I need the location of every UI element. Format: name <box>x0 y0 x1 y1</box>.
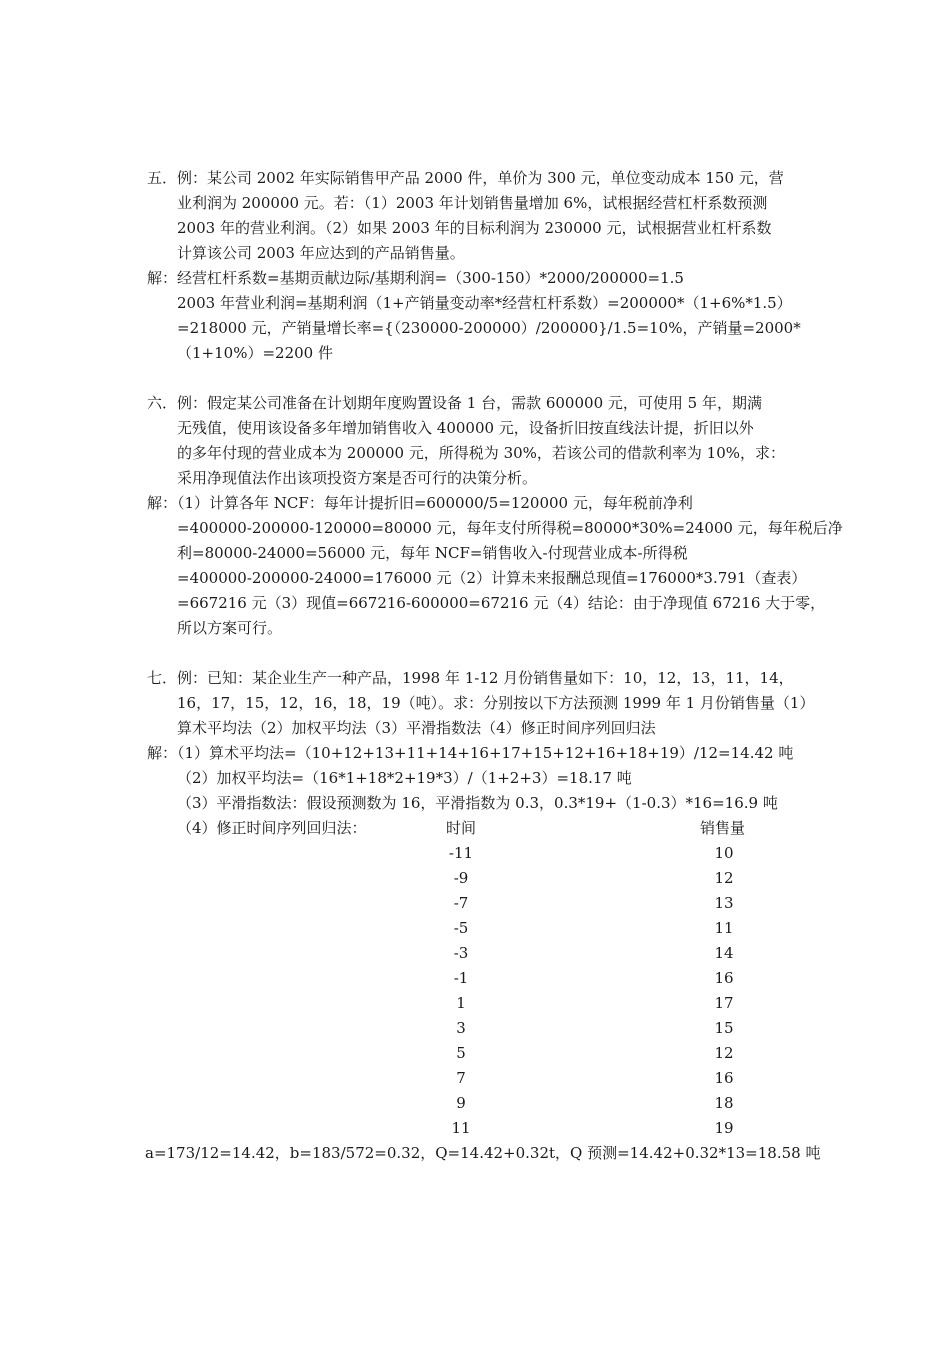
table-cell-sales: 18 <box>714 1094 734 1112</box>
table-cell-time: 5 <box>456 1044 466 1062</box>
table-cell-sales: 16 <box>714 969 734 987</box>
paragraph-line: 的多年付现的营业成本为 200000 元，所得税为 30%，若该公司的借款利率为 10%，求： <box>177 444 786 462</box>
paragraph-line: （3）平滑指数法：假设预测数为 16，平滑指数为 0.3，0.3*19+（1-0.3）*16=16.9 吨 <box>177 794 778 812</box>
table-cell-sales: 12 <box>714 1044 734 1062</box>
paragraph-line: 六．例：假定某公司准备在计划期年度购置设备 1 台，需款 600000 元，可使用 5 年，期满 <box>147 394 762 412</box>
table-cell-time: 3 <box>456 1019 466 1037</box>
table-cell-sales: 19 <box>714 1119 734 1137</box>
table-cell-sales: 11 <box>714 919 734 937</box>
table-header-time: 时间 <box>446 819 477 837</box>
table-cell-sales: 13 <box>714 894 734 912</box>
paragraph-line: 2003 年的营业利润。（2）如果 2003 年的目标利润为 230000 元，试根据营业杠杆系数 <box>177 219 772 237</box>
paragraph-line: 解：经营杠杆系数=基期贡献边际/基期利润=（300-150）*2000/200000=1.5 <box>147 269 684 287</box>
table-cell-sales: 17 <box>714 994 734 1012</box>
table-header-sales: 销售量 <box>700 819 746 837</box>
paragraph-line: =400000-200000-24000=176000 元（2）计算未来报酬总现值=176000*3.791（查表） <box>177 569 807 587</box>
paragraph-line: （4）修正时间序列回归法： <box>177 819 367 837</box>
table-cell-time: 1 <box>456 994 466 1012</box>
paragraph-line: （1+10%）=2200 件 <box>177 344 333 362</box>
paragraph-line: 七．例：已知：某企业生产一种产品，1998 年 1-12 月份销售量如下：10，12，13，11，14， <box>147 669 794 687</box>
paragraph-line: 算术平均法（2）加权平均法（3）平滑指数法（4）修正时间序列回归法 <box>177 719 656 737</box>
table-cell-sales: 15 <box>714 1019 734 1037</box>
table-cell-time: 11 <box>451 1119 471 1137</box>
table-cell-sales: 14 <box>714 944 734 962</box>
table-cell-sales: 12 <box>714 869 734 887</box>
paragraph-line: 2003 年营业利润=基期利润（1+产销量变动率*经营杠杆系数）=200000*（1+6%*1.5） <box>177 294 792 312</box>
paragraph-line: 采用净现值法作出该项投资方案是否可行的决策分析。 <box>177 469 538 487</box>
paragraph-line: 利=80000-24000=56000 元，每年 NCF=销售收入-付现营业成本-所得税 <box>177 544 688 562</box>
paragraph-line: 无残值，使用该设备多年增加销售收入 400000 元，设备折旧按直线法计提，折旧以外 <box>177 419 754 437</box>
paragraph-line: （2）加权平均法=（16*1+18*2+19*3）/（1+2+3）=18.17 吨 <box>177 769 632 787</box>
paragraph-line: 解：（1）算术平均法=（10+12+13+11+14+16+17+15+12+16+18+19）/12=14.42 吨 <box>147 744 794 762</box>
table-cell-time: 7 <box>456 1069 466 1087</box>
table-cell-time: 9 <box>456 1094 466 1112</box>
table-cell-sales: 16 <box>714 1069 734 1087</box>
table-cell-time: -9 <box>453 869 469 887</box>
table-cell-time: -11 <box>448 844 474 862</box>
paragraph-line: 所以方案可行。 <box>177 619 283 637</box>
table-cell-time: -3 <box>453 944 469 962</box>
table-cell-time: -1 <box>453 969 469 987</box>
table-cell-time: -5 <box>453 919 469 937</box>
paragraph-line: 业利润为 200000 元。若：（1）2003 年计划销售量增加 6%，试根据经营杠杆系数预测 <box>177 194 768 212</box>
table-cell-sales: 10 <box>714 844 734 862</box>
paragraph-line: 16，17，15，12，16，18，19（吨）。求：分别按以下方法预测 1999 年 1 月份销售量（1） <box>177 694 815 712</box>
regression-result-line: a=173/12=14.42，b=183/572=0.32，Q=14.42+0.32t，Q 预测=14.42+0.32*13=18.58 吨 <box>145 1144 821 1162</box>
paragraph-line: 五．例：某公司 2002 年实际销售甲产品 2000 件，单价为 300 元，单位变动成本 150 元，营 <box>147 169 784 187</box>
paragraph-line: 解：（1）计算各年 NCF：每年计提折旧=600000/5=120000 元，每年税前净利 <box>147 494 693 512</box>
paragraph-line: =218000 元，产销量增长率={（230000-200000）/200000}/1.5=10%，产销量=2000* <box>177 319 801 337</box>
paragraph-line: =667216 元（3）现值=667216-600000=67216 元（4）结论：由于净现值 67216 大于零， <box>177 594 826 612</box>
paragraph-line: 计算该公司 2003 年应达到的产品销售量。 <box>177 244 465 262</box>
paragraph-line: =400000-200000-120000=80000 元，每年支付所得税=80000*30%=24000 元，每年税后净 <box>177 519 843 537</box>
table-cell-time: -7 <box>453 894 469 912</box>
